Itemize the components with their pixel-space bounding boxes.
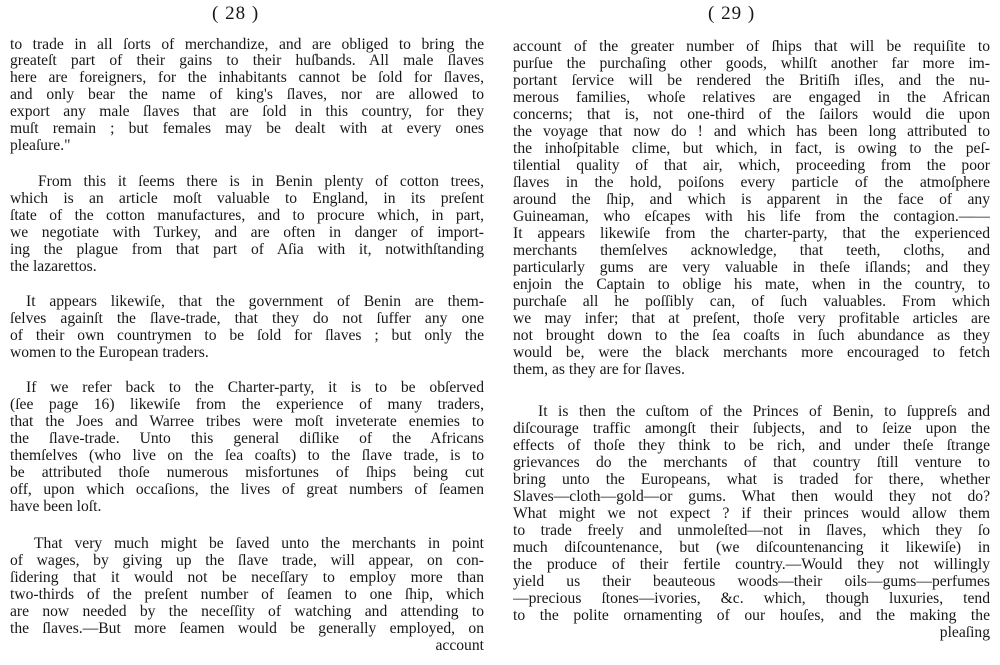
left-line: the lazarettos. — [10, 258, 97, 275]
right-line: we may infer; that at preſent, thoſe very profitable articles are — [513, 310, 990, 327]
right-line: not brought down to the ſea coaſts in ſuch abundance as they — [513, 327, 990, 344]
right-line: grievances do the merchants of that country ſtill venture to — [513, 454, 990, 471]
right-line: enjoin the Captain to oblige his mate, when in the country, to — [513, 276, 990, 293]
left-line: the ſlaves.—But more ſeamen would be generally employed, on — [10, 620, 484, 637]
left-line: and only bear the name of king's ſlaves, nor are allowed to — [10, 86, 484, 103]
right-line: —precious ſtones—ivories, &c. which, though luxuries, tend — [513, 590, 990, 607]
right-line: merous families, whoſe relatives are engaged in the African — [513, 89, 990, 106]
left-line: of their own countrymen to be ſold for ſlaves ; but only the — [10, 327, 484, 344]
left-line: pleaſure." — [10, 137, 71, 154]
left-line: we negotiate with Turkey, and are often in danger of import- — [10, 224, 484, 241]
left-line: the ſlave-trade. Unto this general diſlike of the Africans — [10, 430, 484, 447]
right-line: tilential quality of that air, which, proceeding from the poor — [513, 157, 990, 174]
right-line: much diſcountenance, but (we diſcountenancing it likewiſe) in — [513, 539, 990, 556]
right-line: diſcourage traffic amongſt their ſubjects, and to ſeize upon the — [513, 420, 990, 437]
right-page-number: ( 29 ) — [708, 3, 756, 24]
right-line: It appears likewiſe from the charter-party, that the experienced — [513, 225, 990, 242]
right-line: the voyage that now do ! and which has been long attributed to — [513, 123, 990, 140]
right-page — [503, 0, 1000, 665]
right-line: concerns; that is, not one-third of the ſailors would die upon — [513, 106, 990, 123]
right-line: purſue the purchaſing other goods, whilſt another far more im- — [513, 55, 990, 72]
left-line: of wages, by giving up the ſlave trade, will appear, on con- — [10, 552, 484, 569]
left-line: greateſt part of their gains to their huſbands. All male ſlaves — [10, 52, 484, 69]
right-line: yield us their beauteous woods—their oils—gums—perfumes — [513, 573, 990, 590]
left-line: (ſee page 16) likewiſe from the experience of many traders, — [10, 396, 484, 413]
left-page-number: ( 28 ) — [212, 3, 260, 24]
right-line: around the ſhip, and which is apparent in the face of any — [513, 191, 990, 208]
left-line: If we refer back to the Charter-party, it is to be obſerved — [26, 379, 484, 396]
right-line: to the polite ornamenting of our houſes, and the making the — [513, 607, 990, 624]
right-line: to trade freely and unmoleſted—not in ſlaves, which they ſo — [513, 522, 990, 539]
left-line: which is an article moſt valuable to England, in its preſent — [10, 190, 484, 207]
left-line: ſidering that it would not be neceſſary to employ more than — [10, 569, 484, 586]
right-line: merchants themſelves acknowledge, that teeth, cloths, and — [513, 242, 990, 259]
right-line: effects of thoſe they think to be rich, and under theſe ſtrange — [513, 437, 990, 454]
left-catchword: account — [435, 637, 484, 654]
left-line: women to the European traders. — [10, 344, 209, 361]
left-line: export any male ſlaves that are ſold in this country, for they — [10, 103, 484, 120]
left-line: themſelves (who live on the ſea coaſts) to the ſlave trade, is to — [10, 447, 484, 464]
left-line: be attributed thoſe numerous misfortunes of ſhips being cut — [10, 464, 484, 481]
left-line: muſt remain ; but females may be dealt with at every ones — [10, 120, 484, 137]
right-line: portant ſervice will be rendered the Britiſh iſles, and the nu- — [513, 72, 990, 89]
right-line: purchaſe all he poſſibly can, of ſuch valuables. From which — [513, 293, 990, 310]
left-line: are now needed by the neceſſity of watching and attending to — [10, 603, 484, 620]
left-line: that the Joes and Warree tribes were moſt inveterate enemies to — [10, 413, 484, 430]
left-line: two-thirds of the preſent number of ſeamen to one ſhip, which — [10, 586, 484, 603]
right-line: Guineaman, who eſcapes with his life from the contagion.—— — [513, 208, 990, 225]
left-line: That very much might be ſaved unto the merchants in point — [34, 535, 484, 552]
left-line: ſtate of the cotton manufactures, and to procure which, in part, — [10, 207, 484, 224]
right-line: would be, were the black merchants more encouraged to fetch — [513, 344, 990, 361]
right-line: ſlaves in the hold, poiſons every particle of the atmoſphere — [513, 174, 990, 191]
left-line: have been loſt. — [10, 498, 102, 515]
left-line: here are foreigners, for the inhabitants cannot be ſold for ſlaves, — [10, 69, 484, 86]
right-line: account of the greater number of ſhips that will be requiſite to — [513, 38, 990, 55]
right-line: them, as they are for ſlaves. — [513, 361, 685, 378]
left-line: ſelves againſt the ſlave-trade, that they do not ſuffer any one — [10, 310, 484, 327]
right-line: What might we not expect ? if their princes would allow them — [513, 505, 990, 522]
right-line: Slaves—cloth—gold—or gums. What then would they not do? — [513, 488, 990, 505]
left-line: ing the plague from that part of Aſia with it, notwithſtanding — [10, 241, 484, 258]
right-line: particularly gums are very valuable in theſe iſlands; and they — [513, 259, 990, 276]
left-line: off, upon which occaſions, the lives of great numbers of ſeamen — [10, 481, 484, 498]
left-line: From this it ſeems there is in Benin plenty of cotton trees, — [38, 173, 484, 190]
right-line: bring unto the Europeans, what is traded for there, whether — [513, 471, 990, 488]
right-line: the produce of their fertile country.—Would they not willingly — [513, 556, 990, 573]
left-line: It appears likewiſe, that the government of Benin are them- — [26, 293, 484, 310]
right-line: the inhoſpitable clime, but which, in fact, is owing to the peſ- — [513, 140, 990, 157]
left-line: to trade in all ſorts of merchandize, and are obliged to bring the — [10, 36, 484, 53]
right-catchword: pleaſing — [939, 624, 990, 641]
right-line: It is then the cuſtom of the Princes of Benin, to ſuppreſs and — [538, 403, 990, 420]
